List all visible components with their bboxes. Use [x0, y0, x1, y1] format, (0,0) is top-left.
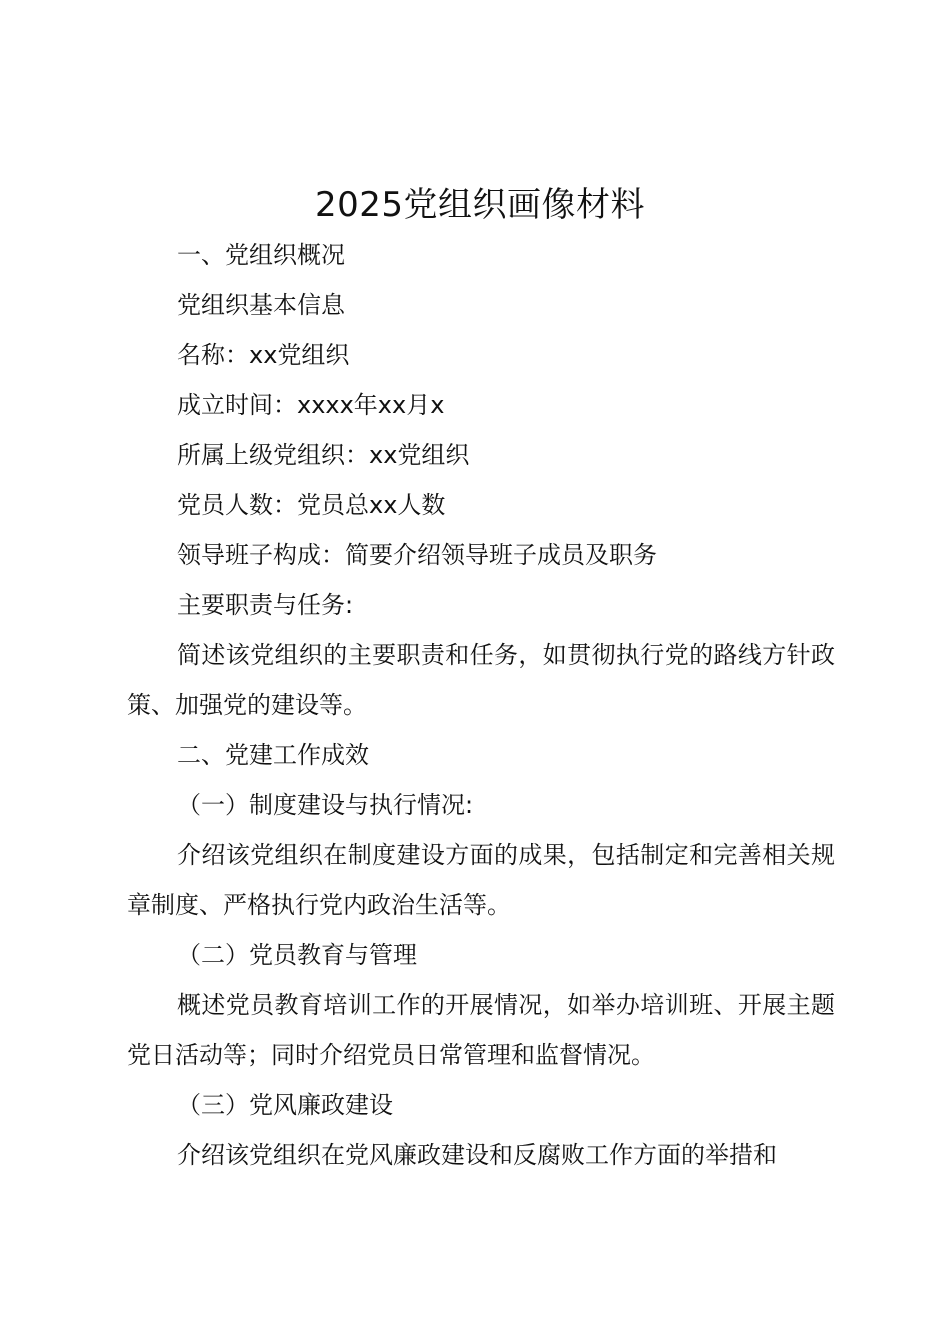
info-name: 名称：xx党组织: [177, 341, 350, 369]
subheading-integrity: （三）党风廉政建设: [177, 1091, 393, 1119]
paragraph-system-building: 介绍该党组织在制度建设方面的成果，包括制定和完善相关规章制度、严格执行党内政治生活等。: [127, 841, 835, 919]
heading-overview: 一、党组织概况: [177, 241, 345, 269]
info-leadership: 领导班子构成：简要介绍领导班子成员及职务: [177, 541, 657, 569]
subheading-member-education: （二）党员教育与管理: [177, 941, 417, 969]
subheading-basic-info: 党组织基本信息: [177, 291, 345, 319]
subheading-system-building: （一）制度建设与执行情况:: [177, 791, 474, 819]
subheading-duties: 主要职责与任务:: [177, 591, 354, 619]
document-body: [127, 230, 835, 1180]
paragraph-integrity: 介绍该党组织在党风廉政建设和反腐败工作方面的举措和: [177, 1141, 777, 1169]
info-founded: 成立时间：xxxx年xx月x: [177, 391, 445, 419]
info-member-count: 党员人数：党员总xx人数: [177, 491, 446, 519]
paragraph-duties: 简述该党组织的主要职责和任务，如贯彻执行党的路线方针政策、加强党的建设等。: [127, 641, 835, 719]
info-parent-org: 所属上级党组织：xx党组织: [177, 441, 470, 469]
paragraph-member-education: 概述党员教育培训工作的开展情况，如举办培训班、开展主题党日活动等；同时介绍党员日常管理和监督情况。: [127, 991, 835, 1069]
heading-achievements: 二、党建工作成效: [177, 741, 369, 769]
document-title: 2025党组织画像材料: [314, 185, 646, 225]
